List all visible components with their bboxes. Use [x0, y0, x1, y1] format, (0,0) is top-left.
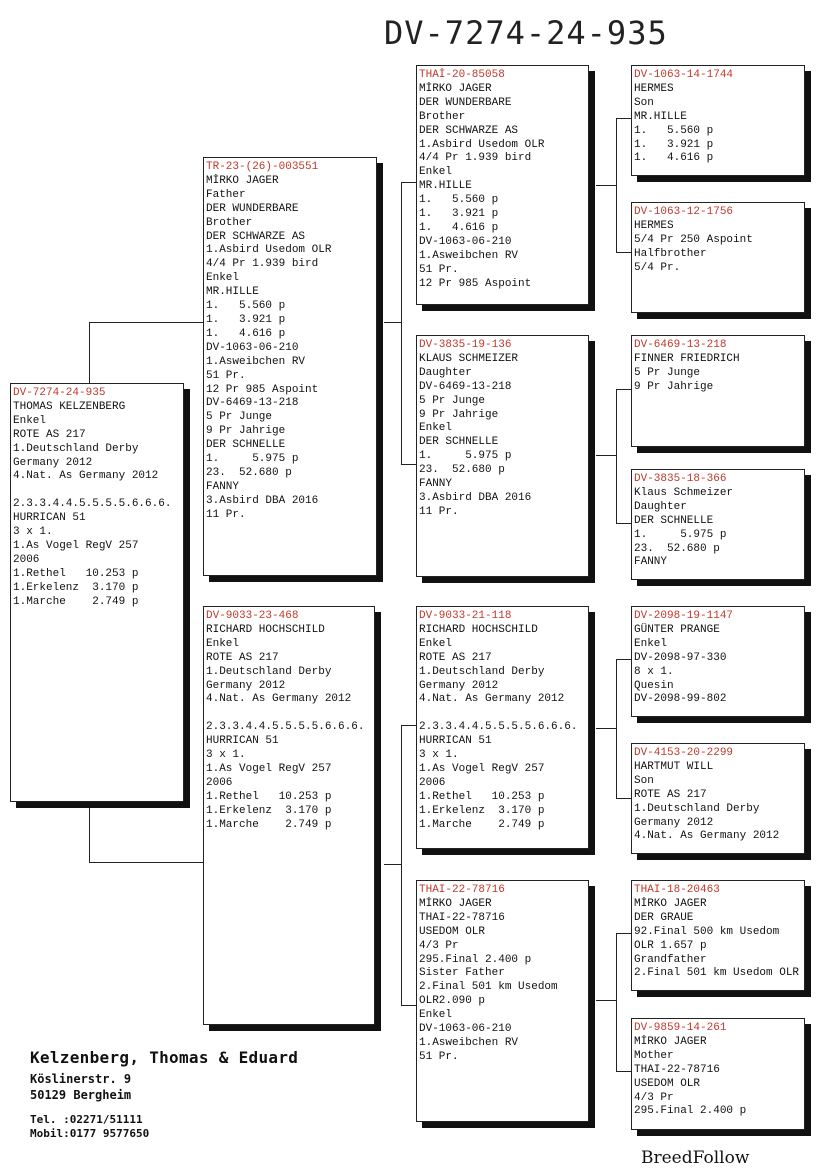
- connector-line: [616, 933, 617, 1071]
- connector-line: [616, 1071, 632, 1072]
- ring-number: DV-7274-24-935: [13, 387, 106, 399]
- pedigree-line: 4.Nat. As Germany 2012: [206, 693, 352, 706]
- owner-name: Kelzenberg, Thomas & Eduard: [30, 1048, 299, 1067]
- pedigree-line: HERMES: [634, 82, 674, 95]
- pedigree-line: DER SCHNELLE: [206, 439, 286, 452]
- pedigree-line: 3 x 1.: [13, 526, 53, 539]
- pedigree-line: Germany 2012: [13, 456, 93, 469]
- pigeon-card-fmf[interactable]: [631, 335, 805, 447]
- pedigree-line: 1.Asweibchen RV: [419, 1036, 519, 1049]
- pedigree-line: ROTE AS 217: [634, 788, 707, 801]
- pedigree-line: 1.As Vogel RegV 257: [13, 539, 139, 552]
- pedigree-line: Enkel: [419, 637, 453, 650]
- pigeon-card-mff[interactable]: [631, 606, 805, 717]
- pigeon-card-subject[interactable]: [10, 383, 184, 802]
- pedigree-line: 9 Pr Jahrige: [419, 408, 499, 421]
- pigeon-card-fmm[interactable]: [631, 469, 805, 580]
- pigeon-card-mother[interactable]: [203, 606, 375, 1025]
- pedigree-line: ROTE AS 217: [419, 651, 492, 664]
- pedigree-line: 1. 3.921 p: [634, 138, 714, 151]
- pedigree-line: MR.HILLE: [634, 110, 687, 123]
- pedigree-line: DV-2098-99-802: [634, 693, 727, 706]
- pedigree-line: 1. 4.616 p: [634, 152, 714, 165]
- pedigree-line: DV-2098-97-330: [634, 651, 727, 664]
- pedigree-line: 1.Asbird Usedom OLR: [206, 244, 332, 257]
- pedigree-line: Daughter: [634, 500, 687, 513]
- pigeon-card-mfm[interactable]: [631, 743, 805, 854]
- ring-number: DV-9859-14-261: [634, 1022, 727, 1034]
- connector-line: [616, 659, 632, 660]
- pedigree-line: 1.Asbird Usedom OLR: [419, 138, 545, 151]
- connector-line: [401, 1005, 417, 1006]
- pedigree-line: RICHARD HOCHSCHILD: [419, 623, 538, 636]
- ring-number: DV-6469-13-218: [634, 339, 727, 351]
- pedigree-line: GÜNTER PRANGE: [634, 623, 720, 636]
- pedigree-line: Enkel: [206, 272, 240, 285]
- pedigree-line: 12 Pr 985 Aspoint: [206, 383, 319, 396]
- pedigree-line: FANNY: [634, 556, 668, 569]
- pedigree-line: Son: [634, 96, 654, 109]
- pedigree-line: 2.3.3.4.4.5.5.5.5.6.6.6.: [206, 721, 365, 734]
- pedigree-line: 1. 3.921 p: [419, 208, 499, 221]
- ring-number: DV-4153-20-2299: [634, 747, 734, 759]
- pedigree-line: DV-1063-06-210: [206, 341, 299, 354]
- pedigree-line: 51 Pr.: [206, 369, 246, 382]
- pedigree-line: Brother: [206, 216, 253, 229]
- pedigree-line: Enkel: [206, 637, 240, 650]
- pedigree-line: 1.Rethel 10.253 p: [13, 567, 139, 580]
- connector-line: [616, 118, 617, 252]
- pedigree-line: 1.Deutschland Derby: [634, 802, 760, 815]
- pedigree-line: 23. 52.680 p: [206, 466, 292, 479]
- pedigree-line: MR.HILLE: [419, 180, 472, 193]
- pedigree-line: MİRKO JAGER: [419, 897, 492, 910]
- pedigree-line: 1.As Vogel RegV 257: [419, 762, 545, 775]
- pedigree-line: 1. 3.921 p: [206, 313, 286, 326]
- ring-number: DV-9033-23-468: [206, 610, 299, 622]
- pedigree-line: 4/4 Pr 1.939 bird: [206, 258, 319, 271]
- pedigree-line: 5 Pr Junge: [634, 366, 701, 379]
- pedigree-line: 5/4 Pr 250 Aspoint: [634, 233, 753, 246]
- pedigree-line: 1.Deutschland Derby: [419, 665, 545, 678]
- pedigree-line: 4.Nat. As Germany 2012: [13, 470, 159, 483]
- connector-line: [384, 864, 401, 865]
- pedigree-line: 1.Asweibchen RV: [206, 355, 306, 368]
- pedigree-line: HARTMUT WILL: [634, 760, 714, 773]
- owner-tel: Tel. :02271/51111: [30, 1113, 143, 1126]
- pigeon-card-father[interactable]: [203, 157, 377, 576]
- pedigree-line: THOMAS KELZENBERG: [13, 400, 126, 413]
- ring-number: DV-9033-21-118: [419, 610, 512, 622]
- pedigree-line: HERMES: [634, 219, 674, 232]
- pedigree-line: 2006: [419, 776, 446, 789]
- pedigree-line: ROTE AS 217: [13, 428, 86, 441]
- connector-line: [616, 523, 632, 524]
- ring-number: DV-3835-19-136: [419, 339, 512, 351]
- pedigree-line: 4/3 Pr: [419, 939, 459, 952]
- owner-block: [30, 1048, 298, 1141]
- ring-number: DV-3835-18-366: [634, 473, 727, 485]
- pedigree-line: 23. 52.680 p: [634, 542, 720, 555]
- pedigree-line: MİRKO JAGER: [419, 82, 492, 95]
- pedigree-line: 1. 4.616 p: [206, 327, 286, 340]
- page-title: DV-7274-24-935: [384, 14, 668, 52]
- pedigree-line: Brother: [419, 110, 466, 123]
- pedigree-line: DV-6469-13-218: [419, 380, 512, 393]
- connector-line: [89, 862, 204, 863]
- connector-line: [616, 389, 632, 390]
- connector-line: [616, 118, 632, 119]
- pedigree-line: 3.Asbird DBA 2016: [206, 494, 319, 507]
- pedigree-line: USEDOM OLR: [419, 925, 486, 938]
- pedigree-line: DV-1063-06-210: [419, 235, 512, 248]
- connector-line: [401, 464, 417, 465]
- ring-number: THAİ-20-85058: [419, 69, 505, 81]
- pedigree-line: Germany 2012: [419, 679, 499, 692]
- ring-number: THAI-18-20463: [634, 884, 720, 896]
- pedigree-line: 1.Deutschland Derby: [206, 665, 332, 678]
- pigeon-card-mmf[interactable]: [631, 880, 805, 991]
- pedigree-line: Son: [634, 774, 654, 787]
- pedigree-line: 1.Marche 2.749 p: [206, 818, 332, 831]
- pedigree-line: 4/4 Pr 1.939 bird: [419, 152, 532, 165]
- ring-number: DV-1063-12-1756: [634, 206, 734, 218]
- pedigree-line: Quesin: [634, 679, 674, 692]
- pedigree-line: Germany 2012: [206, 679, 286, 692]
- pedigree-line: 1.Rethel 10.253 p: [206, 790, 332, 803]
- pedigree-line: KLAUS SCHMEIZER: [419, 352, 519, 365]
- pigeon-card-father-mother[interactable]: [416, 335, 589, 577]
- connector-line: [89, 322, 90, 384]
- connector-line: [616, 659, 617, 798]
- owner-street: Köslinerstr. 9: [30, 1072, 132, 1086]
- pedigree-line: 1. 5.975 p: [206, 453, 299, 466]
- pedigree-line: Klaus Schmeizer: [634, 486, 734, 499]
- pedigree-line: RICHARD HOCHSCHILD: [206, 623, 325, 636]
- connector-line: [401, 182, 402, 464]
- pedigree-line: 1.Deutschland Derby: [13, 442, 139, 455]
- pedigree-line: 92.Final 500 km Usedom: [634, 925, 780, 938]
- pedigree-line: 1.Marche 2.749 p: [419, 818, 545, 831]
- pedigree-line: 3.Asbird DBA 2016: [419, 491, 532, 504]
- pedigree-line: 12 Pr 985 Aspoint: [419, 277, 532, 290]
- ring-number: THAI-22-78716: [419, 884, 505, 896]
- pedigree-line: DER GRAUE: [634, 911, 694, 924]
- pedigree-line: HURRICAN 51: [13, 512, 86, 525]
- pedigree-line: DER SCHNELLE: [419, 436, 499, 449]
- pedigree-line: 1.Marche 2.749 p: [13, 595, 139, 608]
- pedigree-line: DV-6469-13-218: [206, 397, 299, 410]
- pedigree-line: [419, 707, 586, 721]
- connector-line: [596, 1000, 616, 1001]
- pedigree-line: 1. 5.560 p: [634, 124, 714, 137]
- pedigree-line: DER SCHWARZE AS: [419, 124, 519, 137]
- pedigree-line: 3 x 1.: [419, 749, 459, 762]
- pedigree-line: 2006: [206, 776, 233, 789]
- pigeon-card-mother-father[interactable]: [416, 606, 589, 849]
- pedigree-line: 23. 52.680 p: [419, 464, 505, 477]
- pedigree-line: OLR 1.657 p: [634, 939, 707, 952]
- connector-line: [616, 933, 632, 934]
- pedigree-line: DER WUNDERBARE: [419, 96, 512, 109]
- pedigree-line: Sister Father: [419, 967, 505, 980]
- pedigree-line: Mother: [634, 1049, 674, 1062]
- pedigree-line: HURRICAN 51: [419, 735, 492, 748]
- pedigree-line: 1. 4.616 p: [419, 221, 499, 234]
- pedigree-line: DER WUNDERBARE: [206, 202, 299, 215]
- pedigree-line: 51 Pr.: [419, 263, 459, 276]
- pedigree-line: 1.Erkelenz 3.170 p: [13, 581, 139, 594]
- pedigree-line: Halfbrother: [634, 247, 707, 260]
- pedigree-line: 2.Final 501 km Usedom OLR: [634, 967, 800, 980]
- pedigree-line: DER SCHNELLE: [634, 514, 714, 527]
- connector-line: [401, 725, 402, 1005]
- pedigree-line: FINNER FRIEDRICH: [634, 352, 740, 365]
- connector-line: [616, 389, 617, 523]
- pigeon-card-father-father[interactable]: [416, 65, 589, 305]
- pedigree-line: MR.HILLE: [206, 286, 259, 299]
- pedigree-line: [206, 707, 372, 721]
- pedigree-line: 1.Erkelenz 3.170 p: [419, 804, 545, 817]
- pedigree-line: 2.Final 501 km Usedom: [419, 981, 558, 994]
- connector-line: [616, 798, 632, 799]
- connector-line: [401, 725, 417, 726]
- pedigree-line: 1.Asweibchen RV: [419, 249, 519, 262]
- pedigree-line: Enkel: [419, 166, 453, 179]
- pedigree-line: HURRICAN 51: [206, 735, 279, 748]
- pedigree-line: THAI-22-78716: [634, 1063, 720, 1076]
- pigeon-card-mmm[interactable]: [631, 1018, 805, 1130]
- pedigree-line: 1. 5.975 p: [634, 528, 727, 541]
- pedigree-line: DER SCHWARZE AS: [206, 230, 306, 243]
- pedigree-line: 9 Pr Jahrige: [206, 425, 286, 438]
- connector-line: [596, 185, 616, 186]
- pedigree-line: ROTE AS 217: [206, 651, 279, 664]
- pedigree-line: FANNY: [206, 480, 240, 493]
- ring-number: TR-23-(26)-003551: [206, 161, 319, 173]
- connector-line: [401, 182, 417, 183]
- pedigree-line: 4.Nat. As Germany 2012: [419, 693, 565, 706]
- pedigree-line: MİRKO JAGER: [634, 1035, 707, 1048]
- pedigree-line: Enkel: [13, 414, 47, 427]
- owner-city: 50129 Bergheim: [30, 1088, 132, 1102]
- connector-line: [596, 455, 616, 456]
- pedigree-line: 4.Nat. As Germany 2012: [634, 830, 780, 843]
- pigeon-card-fff[interactable]: [631, 65, 805, 176]
- ring-number: DV-1063-14-1744: [634, 69, 734, 81]
- pedigree-line: Enkel: [634, 637, 668, 650]
- pedigree-line: 2.3.3.4.4.5.5.5.5.6.6.6.: [13, 498, 172, 511]
- pedigree-line: 1. 5.560 p: [206, 300, 286, 313]
- pedigree-line: 8 x 1.: [634, 665, 674, 678]
- pedigree-line: 295.Final 2.400 p: [419, 953, 532, 966]
- pedigree-line: MİRKO JAGER: [206, 174, 279, 187]
- pedigree-line: 1.As Vogel RegV 257: [206, 762, 332, 775]
- connector-line: [89, 322, 204, 323]
- pedigree-line: Germany 2012: [634, 816, 714, 829]
- pedigree-line: MİRKO JAGER: [634, 897, 707, 910]
- pedigree-line: Enkel: [419, 422, 453, 435]
- connector-line: [616, 252, 632, 253]
- pigeon-card-mother-mother[interactable]: [416, 880, 589, 1122]
- pedigree-line: Father: [206, 188, 246, 201]
- pedigree-line: USEDOM OLR: [634, 1077, 701, 1090]
- pedigree-line: Enkel: [419, 1009, 453, 1022]
- pedigree-line: Grandfather: [634, 953, 707, 966]
- pedigree-line: 11 Pr.: [206, 508, 246, 521]
- brand-logo: BreedFollow: [641, 1148, 750, 1168]
- pedigree-line: 1.Rethel 10.253 p: [419, 790, 545, 803]
- pedigree-line: 1. 5.560 p: [419, 194, 499, 207]
- pedigree-line: 9 Pr Jahrige: [634, 380, 714, 393]
- ring-number: DV-2098-19-1147: [634, 610, 734, 622]
- pedigree-line: 1. 5.975 p: [419, 450, 512, 463]
- pedigree-line: 1.Erkelenz 3.170 p: [206, 804, 332, 817]
- pedigree-line: 4/3 Pr: [634, 1091, 674, 1104]
- pedigree-line: Daughter: [419, 366, 472, 379]
- pedigree-line: THAI-22-78716: [419, 911, 505, 924]
- connector-line: [384, 322, 401, 323]
- pedigree-line: [13, 484, 181, 498]
- pedigree-line: 3 x 1.: [206, 749, 246, 762]
- owner-mobile: Mobil:0177 9577650: [30, 1127, 150, 1140]
- pedigree-line: 2.3.3.4.4.5.5.5.5.6.6.6.: [419, 721, 578, 734]
- pedigree-line: 51 Pr.: [419, 1050, 459, 1063]
- pedigree-line: DV-1063-06-210: [419, 1023, 512, 1036]
- connector-line: [89, 802, 90, 862]
- pedigree-line: 5 Pr Junge: [419, 394, 486, 407]
- pedigree-line: OLR2.090 p: [419, 995, 486, 1008]
- pedigree-line: 11 Pr.: [419, 505, 459, 518]
- pedigree-line: FANNY: [419, 478, 453, 491]
- pedigree-line: 5/4 Pr.: [634, 261, 681, 274]
- pedigree-line: 295.Final 2.400 p: [634, 1105, 747, 1118]
- pedigree-line: 2006: [13, 553, 40, 566]
- connector-line: [596, 728, 616, 729]
- pigeon-card-ffm[interactable]: [631, 202, 805, 313]
- pedigree-line: 5 Pr Junge: [206, 411, 273, 424]
